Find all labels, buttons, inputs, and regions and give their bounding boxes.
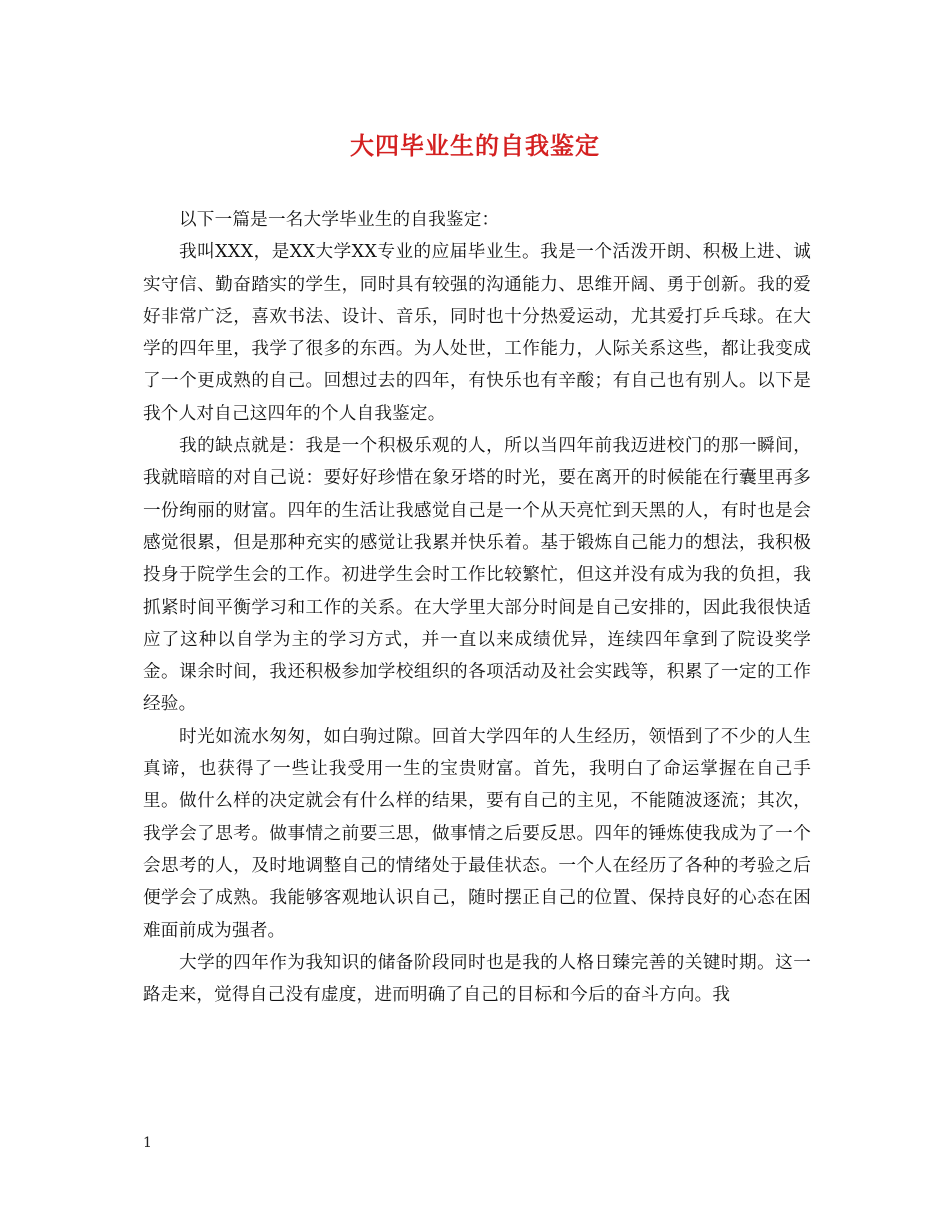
paragraph-intro: 以下一篇是一名大学毕业生的自我鉴定： (179, 210, 500, 230)
paragraph-self-introduction: 我叫XXX，是XX大学XX专业的应届毕业生。我是一个活泼开朗、积极上进、诚实守信、勤奋踏实的学生，同时具有较强的沟通能力、思维开阔、勇于创新。我的爱好非常广泛，喜欢书法、设计、音乐，同时也十分热爱运动，尤其爱打乒乓球。在大学的四年里，我学了很多的东西。为人处世，工作能力，人际关系这些，都让我变成了一个更成熟的自己。回想过去的四年，有快乐也有辛酸；有自己也有别人。以下是我个人对自己这四年的个人自我鉴定。 (143, 242, 811, 424)
paragraph-university-life: 我的缺点就是：我是一个积极乐观的人，所以当四年前我迈进校门的那一瞬间，我就暗暗的对自己说：要好好珍惜在象牙塔的时光，要在离开的时候能在行囊里再多一份绚丽的财富。四年的生活让我感觉自己是一个从天亮忙到天黑的人，有时也是会感觉很累，但是那种充实的感觉让我累并快乐着。基于锻炼自己能力的想法，我积极投身于院学生会的工作。初进学生会时工作比较繁忙，但这并没有成为我的负担，我抓紧时间平衡学习和工作的关系。在大学里大部分时间是自己安排的，因此我很快适应了这种以自学为主的学习方式，并一直以来成绩优异，连续四年拿到了院设奖学金。课余时间，我还积极参加学校组织的各项活动及社会实践等，积累了一定的工作经验。 (143, 436, 811, 715)
paragraph-reflection: 时光如流水匆匆，如白驹过隙。回首大学四年的人生经历，领悟到了不少的人生真谛，也获得了一些让我受用一生的宝贵财富。首先，我明白了命运掌握在自己手里。做什么样的决定就会有什么样的结果，要有自己的主见，不能随波逐流；其次，我学会了思考。做事情之前要三思，做事情之后要反思。四年的锤炼使我成为了一个会思考的人，及时地调整自己的情绪处于最佳状态。一个人在经历了各种的考验之后便学会了成熟。我能够客观地认识自己，随时摆正自己的位置、保持良好的心态在困难面前成为强者。 (143, 726, 811, 941)
page-number: 1 (143, 1135, 152, 1151)
document-body (143, 204, 811, 1011)
document-title: 大四毕业生的自我鉴定 (350, 131, 600, 160)
paragraph-conclusion-start: 大学的四年作为我知识的储备阶段同时也是我的人格日臻完善的关键时期。这一路走来，觉得自己没有虚度，进而明确了自己的目标和今后的奋斗方向。我 (143, 952, 811, 1006)
